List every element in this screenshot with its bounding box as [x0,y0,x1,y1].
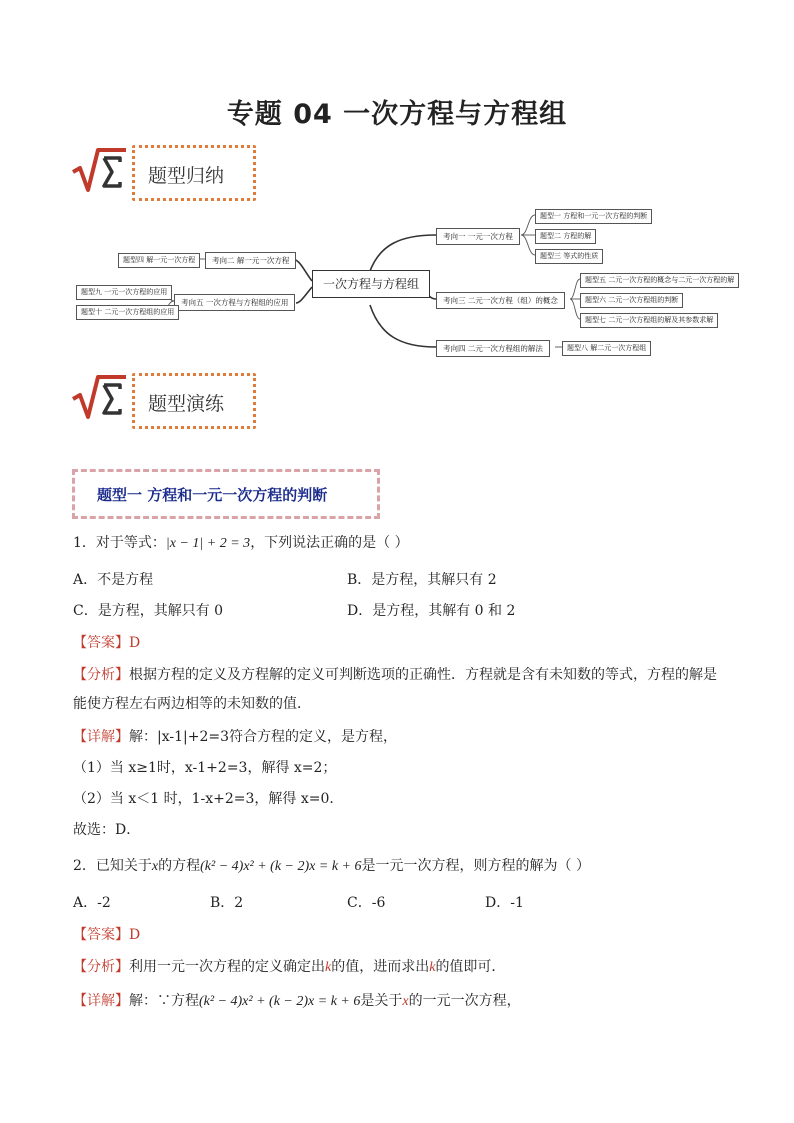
answer-tag: 【答案】 [73,635,129,651]
section-header-practice [132,373,256,429]
option-a: A．-2 [73,895,111,911]
mindmap-branch-left-2: 考向五 一次方程与方程组的应用 [174,294,295,311]
stem-text: 2．已知关于 [73,858,152,874]
detail-tag: 【详解】 [73,729,129,745]
mind-map [0,195,794,365]
mindmap-branch-left-1: 考向二 解一元一次方程 [205,252,296,269]
mindmap-leaf: 题型六 二元一次方程组的判断 [580,293,683,308]
mindmap-branch-right-2: 考向三 二元一次方程（组）的概念 [436,292,565,309]
answer-tag: 【答案】 [73,927,129,943]
type-heading: 题型一 方程和一元一次方程的判断 [97,486,328,504]
detail-variable: x [402,994,409,1009]
type-heading-box [72,469,380,519]
analysis-text: 的值，进而求出 [331,959,430,975]
detail-line: （1）当 x≥1时，x-1+2=3，解得 x=2； [73,760,337,776]
analysis-text: 的值即可． [435,959,506,975]
stem-text: 的方程 [158,858,201,874]
mindmap-leaf: 题型一 方程和一元一次方程的判断 [535,209,652,224]
option-c: C．-6 [347,895,386,911]
detail-text: 是关于 [360,993,403,1009]
sqrt-sigma-icon [70,373,128,423]
analysis-text: 根据方程的定义及方程解的定义可判断选项的正确性．方程就是含有未知数的等式，方程的解是 [129,667,717,683]
mindmap-leaf: 题型八 解二元一次方程组 [562,341,651,356]
analysis-tag: 【分析】 [73,959,129,975]
detail-line [73,727,397,747]
option-b: B．是方程，其解只有 2 [347,572,497,588]
detail-line [73,991,521,1012]
stem-expression: |x − 1| + 2 = 3 [165,536,251,551]
analysis-tag: 【分析】 [73,667,129,683]
detail-tag: 【详解】 [73,993,129,1009]
option-d: D．-1 [485,895,524,911]
question-2-stem [73,856,590,877]
mindmap-branch-right-3: 考向四 二元一次方程组的解法 [436,340,550,357]
section-header-summary [132,145,256,201]
stem-text: 1．对于等式： [73,535,166,551]
mindmap-leaf: 题型二 方程的解 [535,229,596,244]
stem-text: 是一元一次方程，则方程的解为（ ） [361,858,590,874]
section-label: 题型归纳 [148,165,225,187]
mindmap-leaf: 题型四 解一元一次方程 [118,253,200,268]
mindmap-leaf: 题型七 二元一次方程组的解及其参数求解 [580,313,718,328]
mindmap-leaf: 题型十 二元一次方程组的应用 [76,305,179,320]
analysis-line: 能使方程左右两边相等的未知数的值． [73,696,311,712]
mindmap-leaf: 题型五 二元一次方程的概念与二元一次方程的解 [580,273,739,288]
stem-text: ，下列说法正确的是（ ） [250,535,409,551]
stem-variable: x [151,859,159,874]
option-c: C．是方程，其解只有 0 [73,603,224,619]
section-label: 题型演练 [148,393,225,415]
mindmap-root: 一次方程与方程组 [312,270,430,298]
option-b: B．2 [210,895,244,911]
detail-text: 解：∵方程 [129,993,199,1009]
analysis-variable: k [325,960,332,975]
detail-line: （2）当 x＜1 时，1-x+2=3，解得 x=0． [73,791,344,807]
sqrt-sigma-icon [70,146,128,196]
mindmap-leaf: 题型三 等式的性质 [535,249,603,264]
option-d: D．是方程，其解有 0 和 2 [347,603,516,619]
analysis-text: 利用一元一次方程的定义确定出 [129,959,325,975]
detail-text: 解：|x-1|+2=3符合方程的定义，是方程， [129,729,397,745]
question-1-stem [73,533,409,554]
mindmap-branch-right-1: 考向一 一元一次方程 [436,228,520,245]
detail-expression: (k² − 4)x² + (k − 2)x = k + 6 [199,994,361,1009]
page-title: 专题 04 一次方程与方程组 [226,99,568,130]
mindmap-leaf: 题型九 一元一次方程的应用 [76,285,172,300]
answer-line [73,925,140,945]
detail-line: 故选：D． [73,822,141,838]
analysis-variable: k [429,960,436,975]
detail-text: 的一元一次方程， [408,993,521,1009]
answer-value: D [129,635,141,651]
option-a: A．不是方程 [73,572,154,588]
answer-value: D [129,927,141,943]
analysis-line [73,665,717,685]
answer-line [73,633,140,653]
analysis-line [73,957,505,978]
stem-expression: (k² − 4)x² + (k − 2)x = k + 6 [200,859,362,874]
